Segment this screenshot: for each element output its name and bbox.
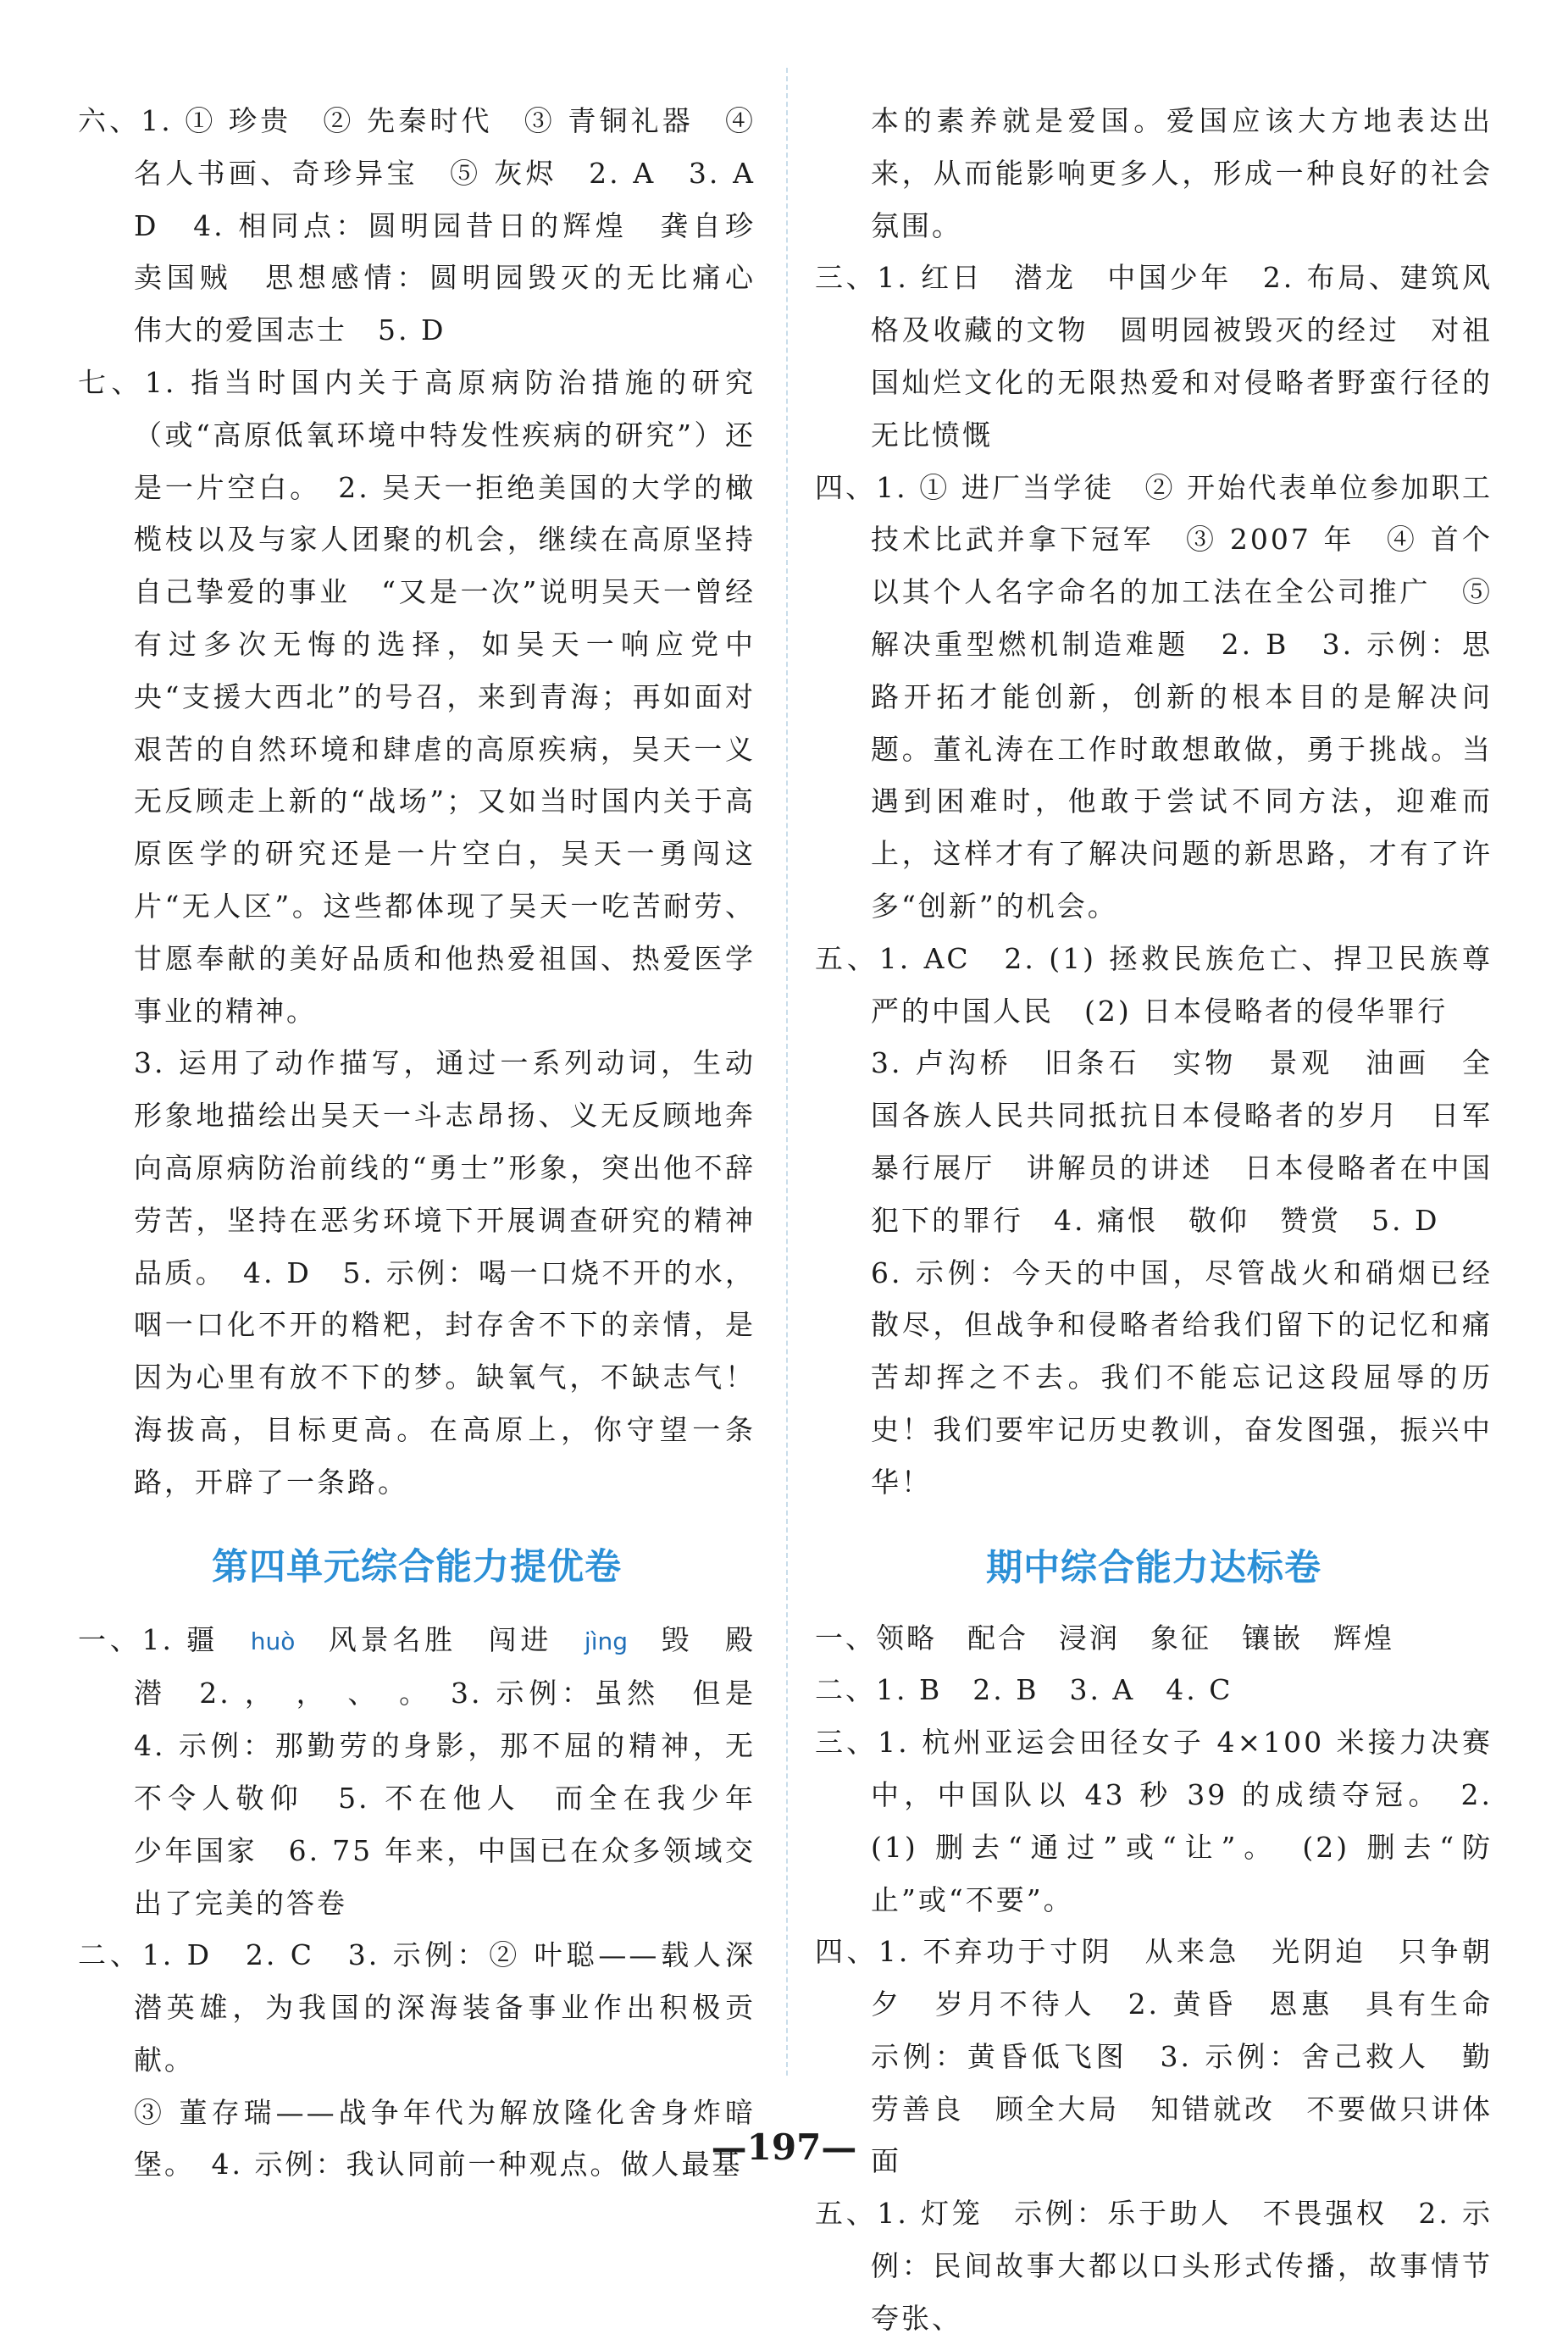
- answer-section-4-unit4: 四、1. ① 进厂当学徒 ② 开始代表单位参加职工技术比武并拿下冠军 ③ 2007 年 ④ 首个以其个人名字命名的加工法在全公司推广 ⑤ 解决重型燃机制造难题 2. B 3. 示例：思路开拓才能创新，创新的根本目的是解决问题。董礼涛在工作时敢想敢做，勇于挑战。当遇到困难时，他敢于尝试不同方法，迎难而上，这样才有了解决问题的新思路，才有了许多“创新”的机会。: [815, 470, 1493, 923]
- answer-section-2-midterm: 二、1. B 2. B 3. A 4. C: [815, 1673, 1233, 1707]
- answer-section-4-midterm: 四、1. 不弃功于寸阴 从来急 光阴迫 只争朝夕 岁月不待人 2. 黄昏 恩惠 具有生命 示例：黄昏低飞图 3. 示例：舍己救人 勤劳善良 顾全大局 知错就改 不要做只讲体面: [815, 1935, 1523, 2178]
- right-column: [815, 95, 1523, 2345]
- answer-continued-text: 本的素养就是爱国。爱国应该大方地表达出来，从而能影响更多人，形成一种良好的社会氛围。: [871, 104, 1493, 242]
- answer-section-2-unit4-continued: ③ 董存瑞——战争年代为解放隆化舍身炸暗堡。 4. 示例：我认同前一种观点。做人最基: [134, 2095, 756, 2181]
- answer-section-5-midterm: 五、1. 灯笼 示例：乐于助人 不畏强权 2. 示例：民间故事大都以口头形式传播，故事情节夸张、: [815, 2197, 1493, 2335]
- column-divider: [786, 68, 788, 2076]
- answer-section-5-unit4-continued: 3. 卢沟桥 旧条石 实物 景观 油画 全国各族人民共同抵抗日本侵略者的岁月 日军暴行展厅 讲解员的讲述 日本侵略者在中国犯下的罪行 4. 痛恨 敬仰 赞赏 5. D: [871, 1046, 1493, 1237]
- answer-section-5-unit4-q6: 6. 示例：今天的中国，尽管战火和硝烟已经散尽，但战争和侵略者给我们留下的记忆和痛苦却挥之不去。我们不能忘记这段屈辱的历史！我们要牢记历史教训，奋发图强，振兴中华！: [871, 1256, 1493, 1499]
- answer-section-5-unit4: 五、1. AC 2. (1) 拯救民族危亡、捍卫民族尊严的中国人民 (2) 日本侵略者的侵华罪行: [815, 941, 1493, 1028]
- answer-section-7: 七、1. 指当时国内关于高原病防治措施的研究（或“高原低氧环境中特发性疾病的研究”）还是一片空白。 2. 吴天一拒绝美国的大学的橄榄枝以及与家人团聚的机会，继续在高原坚持自己挚爱的事业 “又是一次”说明吴天一曾经有过多次无悔的选择，如吴天一响应党中央“支援大西北”的号召，来到青海；再如面对艰苦的自然环境和肆虐的高原疾病，吴天一义无反顾走上新的“战场”；又如当时国内关于高原医学的研究还是一片空白，吴天一勇闯这片“无人区”。这些都体现了吴天一吃苦耐劳、甘愿奉献的美好品质和他热爱祖国、热爱医学事业的精神。: [78, 365, 756, 1028]
- answer-section-3-unit4: 三、1. 红日 潜龙 中国少年 2. 布局、建筑风格及收藏的文物 圆明园被毁灭的经过 对祖国灿烂文化的无限热爱和对侵略者野蛮行径的无比愤慨: [815, 261, 1493, 452]
- answer-section-7-continued: 3. 运用了动作描写，通过一系列动词，生动形象地描绘出吴天一斗志昂扬、义无反顾地奔向高原病防治前线的“勇士”形象，突出他不辞劳苦，坚持在恶劣环境下开展调查研究的精神品质。 4. D 5. 示例：喝一口烧不开的水，咽一口化不开的糌粑，封存舍不下的亲情，是因为心里有放不下的梦。缺氧气，不缺志气！海拔高，目标更高。在高原上，你守望一条路，开辟了一条路。: [134, 1046, 756, 1499]
- answer-section-1-unit4: [78, 1614, 786, 1930]
- answer-text: 毁 殿潜 2. ， ， 、 。 3. 示例：虽然 但是 4. 示例：那勤劳的身影，那不屈的精神，无不令人敬仰 5. 不在他人 而全在我少年 少年国家 6. 75 年来，中国已在众多领域交出了完美的答卷: [134, 1622, 786, 1920]
- answer-section-2-unit4: 二、1. D 2. C 3. 示例：② 叶聪——载人深潜英雄，为我国的深海装备事业作出积极贡献。: [78, 1938, 756, 2076]
- answer-text: 风景名胜 闯进: [295, 1622, 585, 1656]
- section-title-unit4: 第四单元综合能力提优卷: [212, 1545, 622, 1588]
- answer-section-1-midterm: 一、领略 配合 浸润 象征 镶嵌 辉煌: [815, 1621, 1394, 1655]
- pinyin-annotation: jìng: [584, 1627, 628, 1655]
- answer-section-6: 六、1. ① 珍贵 ② 先秦时代 ③ 青铜礼器 ④ 名人书画、奇珍异宝 ⑤ 灰烬 2. A 3. A D 4. 相同点：圆明园昔日的辉煌 龚自珍 卖国贼 思想感情：圆明园毁灭的无比痛心 伟大的爱国志士 5. D: [78, 104, 786, 347]
- answer-section-3-midterm: 三、1. 杭州亚运会田径女子 4×100 米接力决赛中，中国队以 43 秒 39 的成绩夺冠。 2. (1) 删去“通过”或“让”。 (2) 删去“防止”或“不要”。: [815, 1726, 1493, 1916]
- section-title-midterm: 期中综合能力达标卷: [986, 1546, 1321, 1589]
- answer-text: 一、1. 疆: [78, 1622, 251, 1656]
- pinyin-annotation: huò: [250, 1627, 296, 1655]
- page-number: —197—: [711, 2126, 857, 2168]
